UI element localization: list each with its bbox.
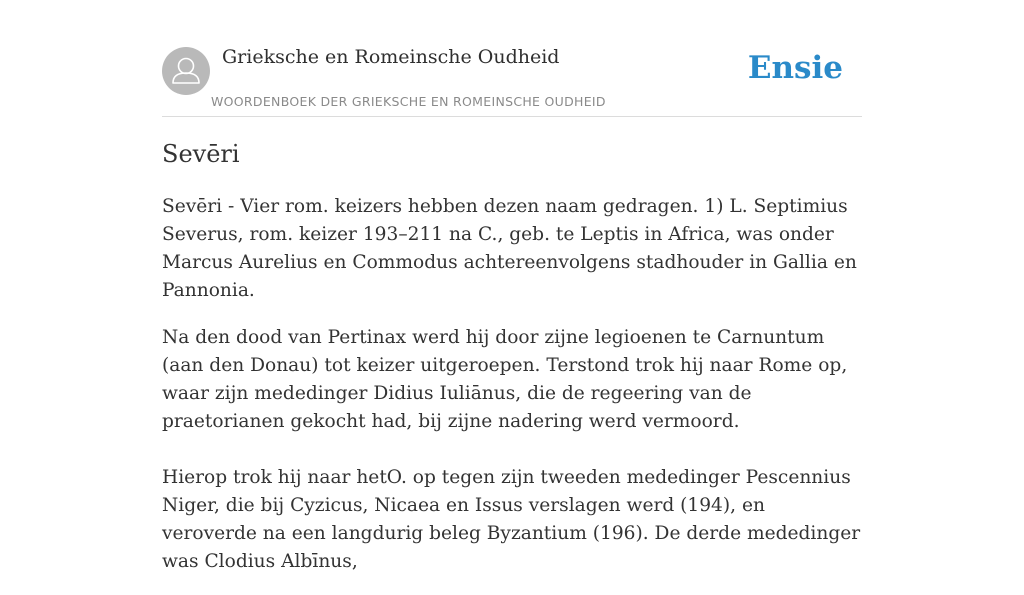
user-silhouette-icon — [162, 47, 210, 95]
source-title[interactable]: Grieksche en Romeinsche Oudheid — [222, 46, 560, 68]
entry-title: Sevēri — [162, 140, 240, 168]
source-avatar[interactable] — [162, 47, 210, 95]
entry-content — [162, 193, 862, 595]
ensie-logo-link[interactable]: Ensie — [747, 50, 843, 86]
entry-paragraph: Hierop trok hij naar hetO. op tegen zijn tweeden mededinger Pescennius Niger, die bij Cyzicus, Nicaea en Issus verslagen werd (194), en veroverde na een langdurig beleg Byzantium (196). De derde mededinger was Clodius Albīnus, — [162, 467, 861, 572]
source-subtitle[interactable]: WOORDENBOEK DER GRIEKSCHE EN ROMEINSCHE OUDHEID — [211, 94, 606, 109]
source-header — [162, 0, 862, 117]
page — [162, 0, 862, 572]
entry-paragraph: Sevēri - Vier rom. keizers hebben dezen naam gedragen. 1) L. Septimius Severus, rom. keizer 193–211 na C., geb. te Leptis in Africa, was onder Marcus Aurelius en Commodus achtereenvolgens stadhouder in Gallia en Pannonia. — [162, 196, 857, 301]
entry-paragraph: Na den dood van Pertinax werd hij door zijne legioenen te Carnuntum (aan den Donau) tot keizer uitgeroepen. Terstond trok hij naar Rome op, waar zijn mededinger Didius Iuliānus, die de regeering van de praetorianen gekocht had, bij zijne nadering werd vermoord. — [162, 327, 848, 432]
